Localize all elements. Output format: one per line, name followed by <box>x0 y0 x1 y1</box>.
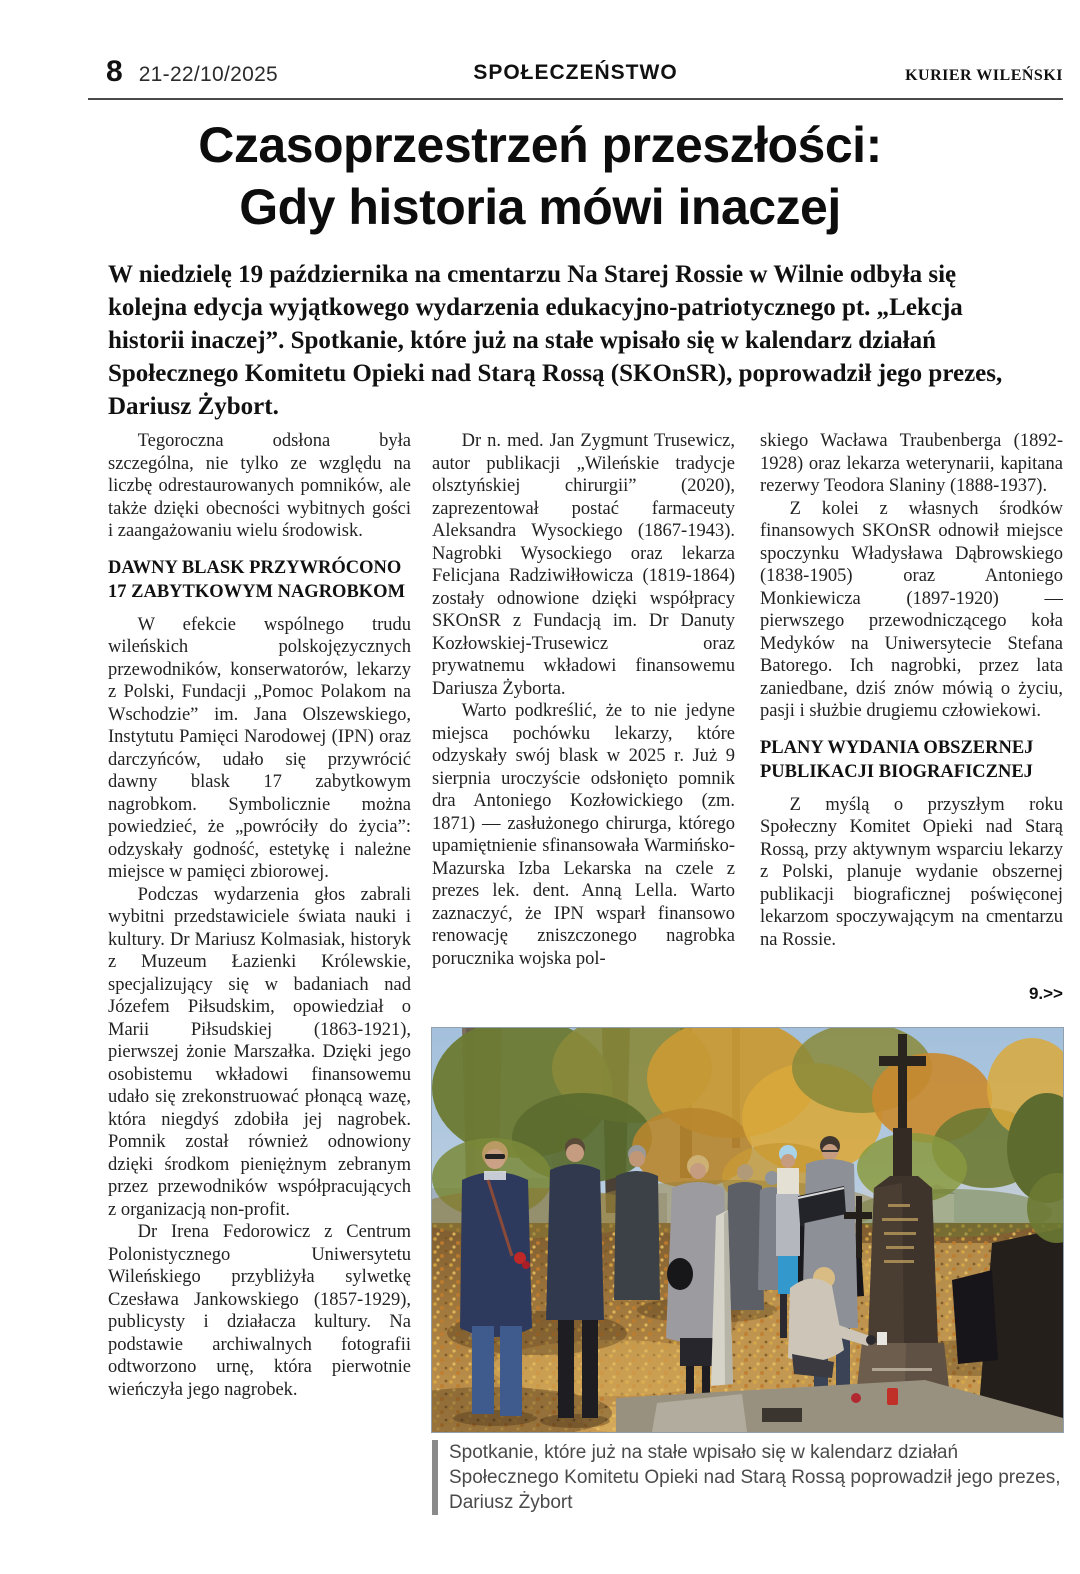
article-paragraph: Warto podkreślić, że to nie jedyne miejsca pochówku lekarzy, które odzyskały swój blask w 2025 r. Już 9 sierpnia uroczyście odsłonięto pomnik dra Antoniego Kozłowickiego (zm. 1871) — zasłużonego chirurga, którego upamiętnienie sfinansowała Warmińsko-Mazurska Izba Lekarska na czele z prezes lek. dent. Anną Lella. Warto zaznaczyć, że IPN wsparł finansowo renowację zniszczonego nagrobka porucznika wojska pol- <box>432 701 735 969</box>
article-paragraph: W efekcie wspólnego trudu wileńskich polskojęzycznych przewodników, konserwatorów, lekarzy z Polski, Fundacji „Pomoc Polakom na Wschodzie” im. Jana Olszewskiego, Instytutu Pamięci Narodowej (IPN) oraz darczyńców, udało się przywrócić dawny blask 17 zabytkowym nagrobkom. Symbolicznie można powiedzieć, że „powróciły do życia”: odzyskały godność, estetykę i należne miejsce w pamięci zbiorowej. <box>108 614 411 882</box>
article-paragraph: Podczas wydarzenia głos zabrali wybitni przedstawiciele świata nauki i kultury. Dr Mariusz Kolmasiak, historyk z Muzeum Łazienki Królewskie, specjalizujący się w badaniach nad Józefem Piłsudskim, opowiedział o Marii Piłsudskiej (1863-1921), pierwszej żonie Marszałka. Dzięki jego osobistemu wkładowi finansowemu udało się zrekonstruować płonącą wazę, która niegdyś zdobiła jej nagrobek. Pomnik został również odnowiony dzięki środkom pieniężnym zebranym przez przewodników współpracujących z organizacją non-profit. <box>108 884 411 1220</box>
article-paragraph: Z myślą o przyszłym roku Społeczny Komitet Opieki nad Starą Rossą, przy aktywnym wsparciu lekarzy z Polski, planuje wydanie obszernej publikacji biograficznej poświęconej lekarzom spoczywającym na cmentarzu na Rossie. <box>760 794 1063 950</box>
section-title: SPOŁECZEŃSTWO <box>473 61 678 84</box>
caption-text: Spotkanie, które już na stałe wpisało się w kalendarz działań Społecznego Komitetu Opieki nad Starą Rossą poprowadził jego prezes, Dariusz Żybort <box>449 1442 1061 1513</box>
article-photo <box>432 1028 1063 1432</box>
photo-caption <box>432 1440 1063 1515</box>
section-subhead: DAWNY BLASK PRZYWRÓCONO 17 ZABYTKOWYM NAGROBKOM <box>108 557 406 602</box>
article-headline <box>60 114 1020 238</box>
header-rule <box>88 98 1063 100</box>
cemetery-photo-illustration <box>432 1028 1063 1432</box>
continuation-marker: 9.>> <box>1028 984 1063 1003</box>
caption-bar <box>432 1440 438 1515</box>
article-paragraph: Dr n. med. Jan Zygmunt Trusewicz, autor publikacji „Wileńskie tradycje olsztyńskiej chirurgii” (2020), zaprezentował postać farmaceuty Aleksandra Wysockiego (1867-1943). Nagrobki Wysockiego oraz lekarza Felicjana Radziwiłłowicza (1819-1864) zostały odnowione dzięki współpracy SKOnSR z Fundacją im. Dr Danuty Kozłowskiej-Trusewicz oraz prywatnemu wkładowi finansowemu Dariusza Żyborta. <box>432 431 735 699</box>
headline-line-1: Czasoprzestrzeń przeszłości: <box>198 117 882 173</box>
article-paragraph: Z kolei z własnych środków finansowych SKOnSR odnowił miejsce spoczynku Władysława Dąbrowskiego (1838-1905) oraz Antoniego Monkiewicza (1897-1920) — pierwszego przewodniczącego koła Medyków na Uniwersytecie Stefana Batorego. Ich nagrobki, przez lata zaniedbane, dziś znów mówią o życiu, pasji i służbie drugiemu człowiekowi. <box>760 498 1063 721</box>
headline-line-2: Gdy historia mówi inaczej <box>239 179 841 235</box>
article-paragraph: Tegoroczna odsłona była szczególna, nie tylko ze względu na liczbę odrestaurowanych pomników, ale także dzięki obecności wybitnych gości i zaangażowaniu wielu środowisk. <box>108 431 411 541</box>
issue-date: 21-22/10/2025 <box>138 63 279 86</box>
lead-paragraph: W niedzielę 19 października na cmentarzu Na Starej Rossie w Wilnie odbyła się kolejna edycja wyjątkowego wydarzenia edukacyjno-patriotycznego pt. „Lekcja historii inaczej”. Spotkanie, które już na stałe wpisało się w kalendarz działań Społecznego Komitetu Opieki nad Starą Rossą (SKOnSR), poprowadził jego prezes, Dariusz Żybort. <box>108 261 1003 420</box>
article-column-2 <box>432 430 735 1022</box>
article-column-3 <box>760 430 1063 982</box>
article-paragraph: Dr Irena Fedorowicz z Centrum Polonistycznego Uniwersytetu Wileńskiego przybliżyła sylwetkę Czesława Jankowskiego (1857-1929), publicysty i działacza kultury. Na podstawie archiwalnych fotografii odtworzono urnę, która pierwotnie wieńczyła jego nagrobek. <box>108 1222 411 1400</box>
article-paragraph: skiego Wacława Traubenberga (1892-1928) oraz lekarza weterynarii, kapitana rezerwy Teodora Slaniny (1888-1937). <box>760 431 1063 496</box>
page-header <box>88 55 1063 95</box>
masthead: KURIER WILEŃSKI <box>905 67 1063 84</box>
section-subhead: PLANY WYDANIA OBSZERNEJ PUBLIKACJI BIOGRAFICZNEJ <box>760 737 1034 782</box>
page-number: 8 <box>106 55 123 88</box>
article-column-1 <box>108 430 411 1401</box>
